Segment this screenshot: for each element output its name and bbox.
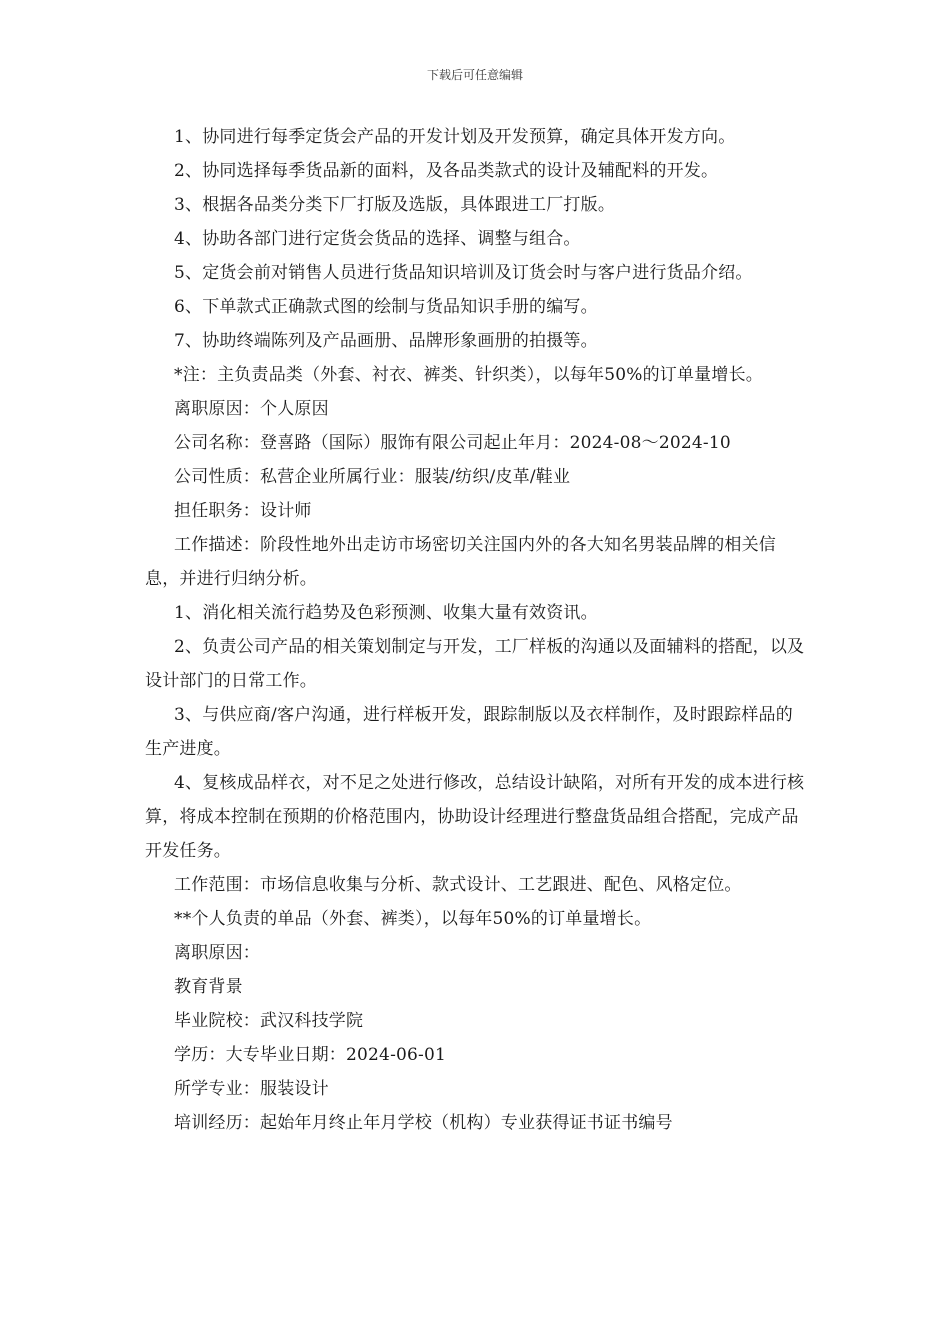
paragraph: 7、协助终端陈列及产品画册、品牌形象画册的拍摄等。 [174,331,598,351]
paragraph: 5、定货会前对销售人员进行货品知识培训及订货会时与客户进行货品介绍。 [174,263,753,283]
paragraph: 3、与供应商/客户沟通，进行样板开发，跟踪制版以及衣样制作，及时跟踪样品的生产进度。 [145,705,793,759]
document-body [145,120,810,1140]
paragraph: 离职原因： [174,943,260,963]
paragraph: 4、协助各部门进行定货会货品的选择、调整与组合。 [174,229,581,249]
paragraph: 1、消化相关流行趋势及色彩预测、收集大量有效资讯。 [174,603,598,623]
header-note: 下载后可任意编辑 [426,68,523,82]
paragraph: 公司性质：私营企业所属行业：服装/纺织/皮革/鞋业 [174,467,571,487]
paragraph: 4、复核成品样衣，对不足之处进行修改，总结设计缺陷，对所有开发的成本进行核算，将成本控制在预期的价格范围内，协助设计经理进行整盘货品组合搭配，完成产品开发任务。 [145,773,805,861]
paragraph: 工作范围：市场信息收集与分析、款式设计、工艺跟进、配色、风格定位。 [174,875,742,895]
paragraph: 担任职务：设计师 [174,501,312,521]
paragraph: 学历：大专毕业日期：2024-06-01 [174,1045,447,1065]
paragraph: **个人负责的单品（外套、裤类），以每年50%的订单量增长。 [174,909,652,929]
paragraph: 离职原因：个人原因 [174,399,329,419]
paragraph: 2、协同选择每季货品新的面料，及各品类款式的设计及辅配料的开发。 [174,161,719,181]
paragraph: 培训经历：起始年月终止年月学校（机构）专业获得证书证书编号 [174,1113,673,1133]
paragraph: 公司名称：登喜路（国际）服饰有限公司起止年月：2024-08～2024-10 [174,433,731,453]
paragraph: 2、负责公司产品的相关策划制定与开发，工厂样板的沟通以及面辅料的搭配，以及设计部门的日常工作。 [145,637,805,691]
section-heading: 教育背景 [174,977,243,997]
paragraph: *注：主负责品类（外套、衬衣、裤类、针织类），以每年50%的订单量增长。 [174,365,763,385]
paragraph: 工作描述：阶段性地外出走访市场密切关注国内外的各大知名男装品牌的相关信息，并进行归纳分析。 [145,535,776,589]
paragraph: 3、根据各品类分类下厂打版及选版，具体跟进工厂打版。 [174,195,616,215]
paragraph: 6、下单款式正确款式图的绘制与货品知识手册的编写。 [174,297,598,317]
paragraph: 所学专业：服装设计 [174,1079,329,1099]
paragraph: 毕业院校：武汉科技学院 [174,1011,364,1031]
paragraph: 1、协同进行每季定货会产品的开发计划及开发预算，确定具体开发方向。 [174,127,736,147]
